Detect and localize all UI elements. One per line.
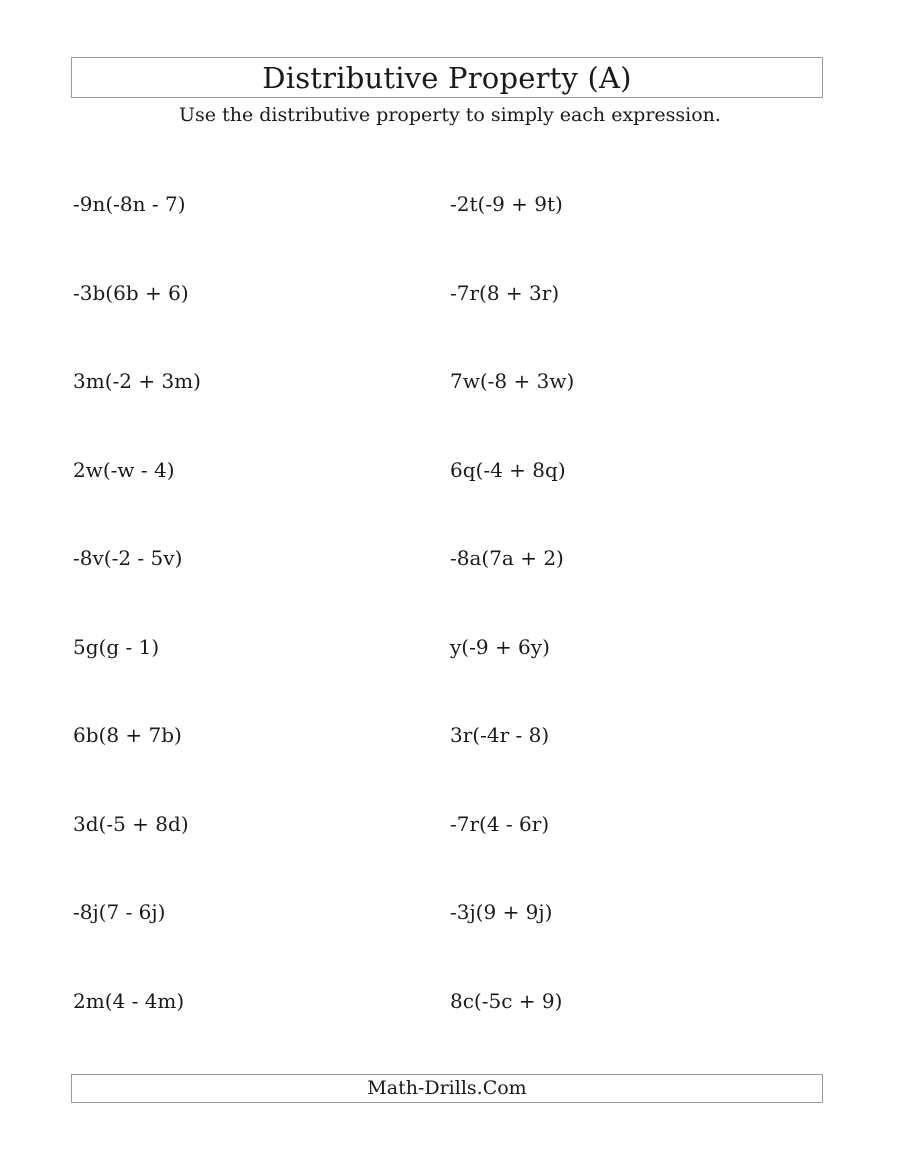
problem-left-7: 6b(8 + 7b) xyxy=(73,723,182,747)
footer-text: Math-Drills.Com xyxy=(367,1077,527,1099)
footer-box xyxy=(71,1074,823,1103)
problem-left-5: -8v(-2 - 5v) xyxy=(73,546,183,570)
problem-left-10: 2m(4 - 4m) xyxy=(73,989,185,1013)
problem-left-2: -3b(6b + 6) xyxy=(73,281,189,305)
problem-right-1: -2t(-9 + 9t) xyxy=(450,192,563,216)
problem-right-7: 3r(-4r - 8) xyxy=(450,723,550,747)
problem-left-6: 5g(g - 1) xyxy=(73,635,160,659)
problem-left-3: 3m(-2 + 3m) xyxy=(73,369,201,393)
problem-right-6: y(-9 + 6y) xyxy=(450,635,550,659)
problem-right-2: -7r(8 + 3r) xyxy=(450,281,560,305)
problem-right-8: -7r(4 - 6r) xyxy=(450,812,550,836)
problem-right-10: 8c(-5c + 9) xyxy=(450,989,563,1013)
problem-right-3: 7w(-8 + 3w) xyxy=(450,369,575,393)
problem-right-5: -8a(7a + 2) xyxy=(450,546,564,570)
title-box xyxy=(71,57,823,98)
problem-left-4: 2w(-w - 4) xyxy=(73,458,175,482)
problem-left-9: -8j(7 - 6j) xyxy=(73,900,166,924)
instructions-text: Use the distributive property to simply each expression. xyxy=(179,104,721,126)
problem-left-1: -9n(-8n - 7) xyxy=(73,192,186,216)
problem-left-8: 3d(-5 + 8d) xyxy=(73,812,189,836)
problem-right-9: -3j(9 + 9j) xyxy=(450,900,553,924)
page-title: Distributive Property (A) xyxy=(262,61,632,95)
problem-right-4: 6q(-4 + 8q) xyxy=(450,458,566,482)
